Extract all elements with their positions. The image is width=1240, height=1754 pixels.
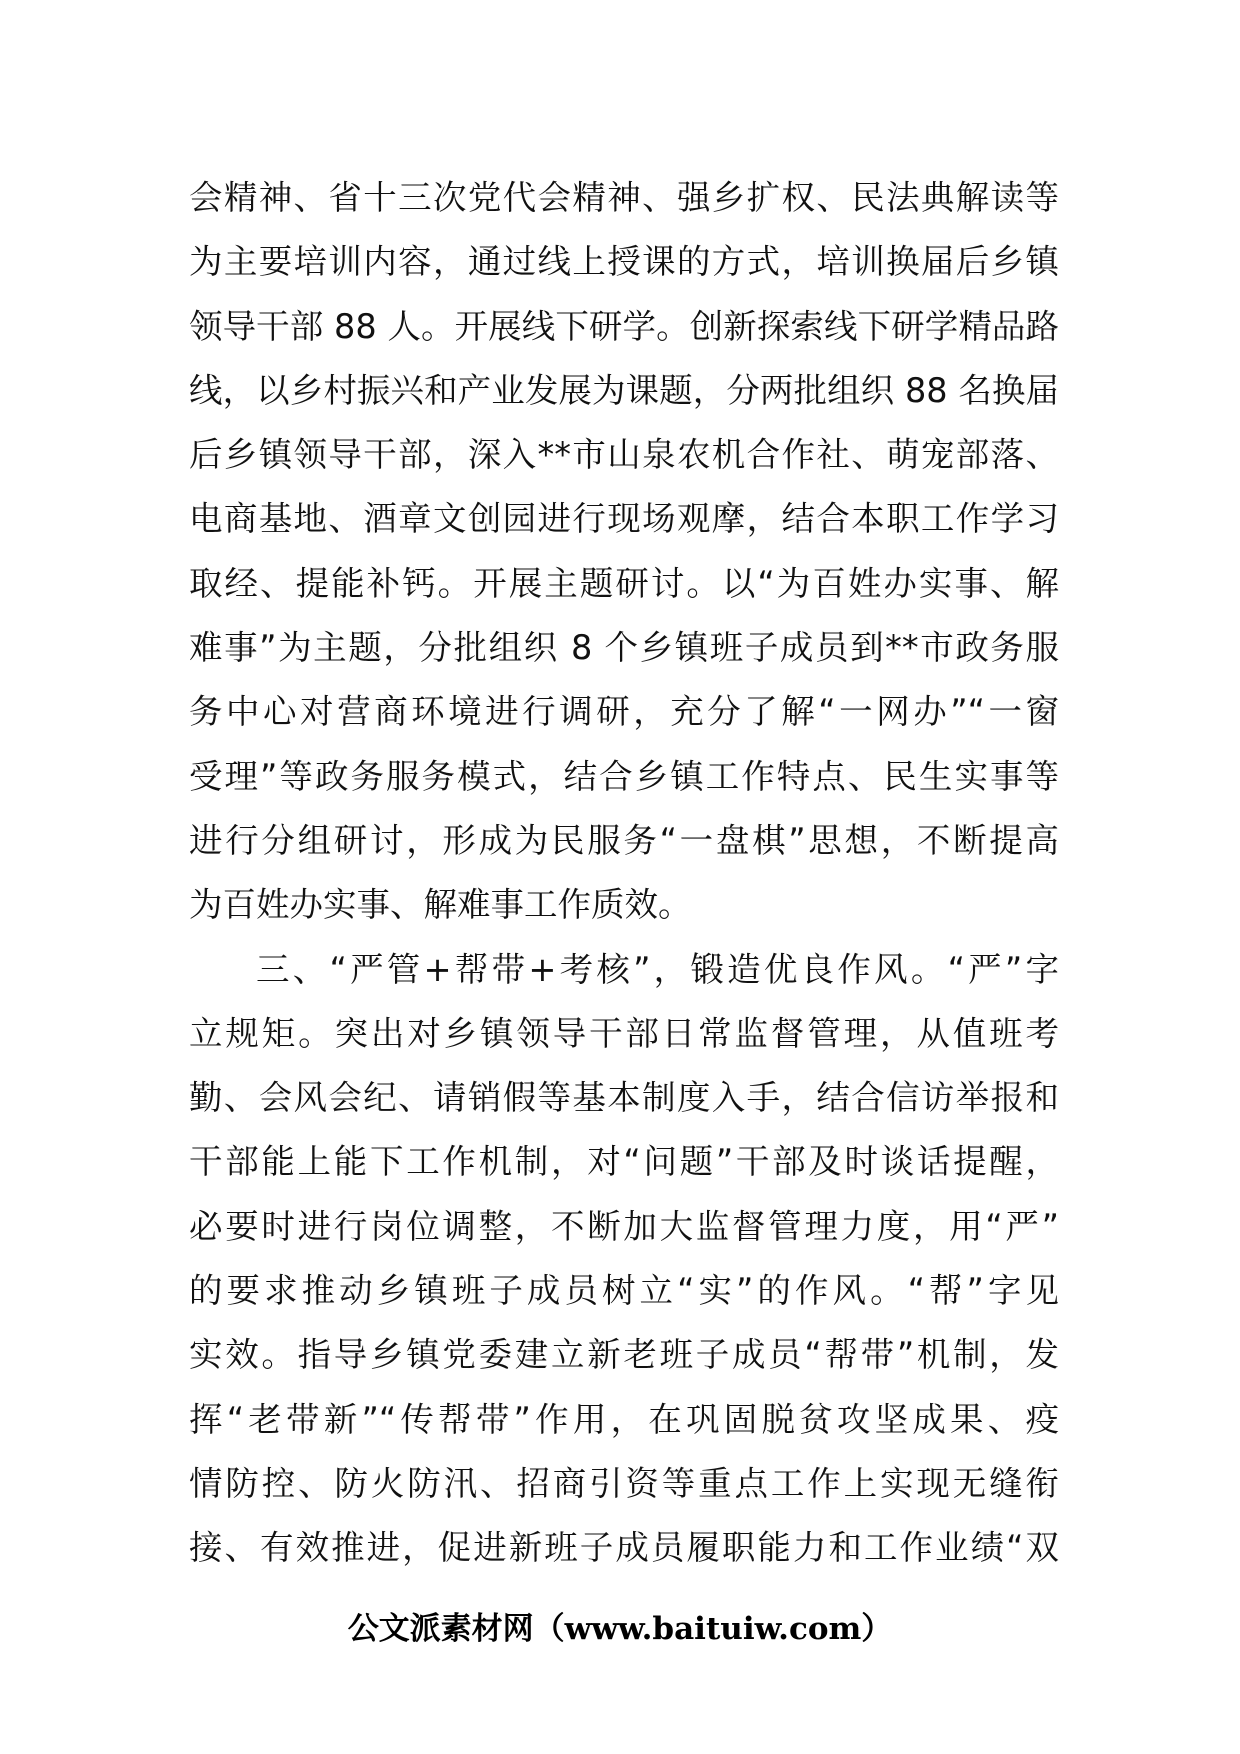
text-line: 务中心对营商环境进行调研，充分了解“一网办”“一窗 [189,692,1059,732]
footer-watermark: 公文派素材网（www.baituiw.com） [347,1611,893,1647]
text-line: 勤、会风会纪、请销假等基本制度入手，结合信访举报和 [189,1078,1059,1118]
text-line: 会精神、省十三次党代会精神、强乡扩权、民法典解读等 [189,178,1059,217]
text-line: 领导干部 88 人。开展线下研学。创新探索线下研学精品路 [189,306,1059,346]
section-heading-line: 三、“严管+帮带+考核”，锻造优良作风。“严”字 [256,949,1059,989]
text-line: 必要时进行岗位调整，不断加大监督管理力度，用“严” [189,1206,1059,1246]
text-line: 难事”为主题，分批组织 8 个乡镇班子成员到**市政务服 [189,628,1059,668]
text-line: 线，以乡村振兴和产业发展为课题，分两批组织 88 名换届 [189,370,1059,410]
text-line: 的要求推动乡镇班子成员树立“实”的作风。“帮”字见 [189,1271,1059,1311]
text-line: 接、有效推进，促进新班子成员履职能力和工作业绩“双 [189,1528,1059,1568]
body-text [189,166,1059,1581]
text-line: 取经、提能补钙。开展主题研讨。以“为百姓办实事、解 [189,563,1059,603]
text-line: 进行分组研讨，形成为民服务“一盘棋”思想，不断提高 [189,820,1059,860]
text-line: 受理”等政务服务模式，结合乡镇工作特点、民生实事等 [189,756,1059,796]
text-line: 挥“老带新”“传帮带”作用，在巩固脱贫攻坚成果、疫 [189,1399,1059,1439]
text-line: 为主要培训内容，通过线上授课的方式，培训换届后乡镇 [189,242,1059,282]
text-line: 电商基地、酒章文创园进行现场观摩，结合本职工作学习 [189,499,1059,539]
text-line: 后乡镇领导干部，深入**市山泉农机合作社、萌宠部落、 [189,435,1059,475]
text-line: 情防控、防火防汛、招商引资等重点工作上实现无缝衔 [189,1463,1059,1503]
paragraph-end-line: 为百姓办实事、解难事工作质效。 [189,885,692,925]
text-line: 干部能上能下工作机制，对“问题”干部及时谈话提醒， [189,1142,1059,1182]
text-line: 实效。指导乡镇党委建立新老班子成员“帮带”机制，发 [189,1335,1059,1375]
text-line: 立规矩。突出对乡镇领导干部日常监督管理，从值班考 [189,1013,1059,1053]
